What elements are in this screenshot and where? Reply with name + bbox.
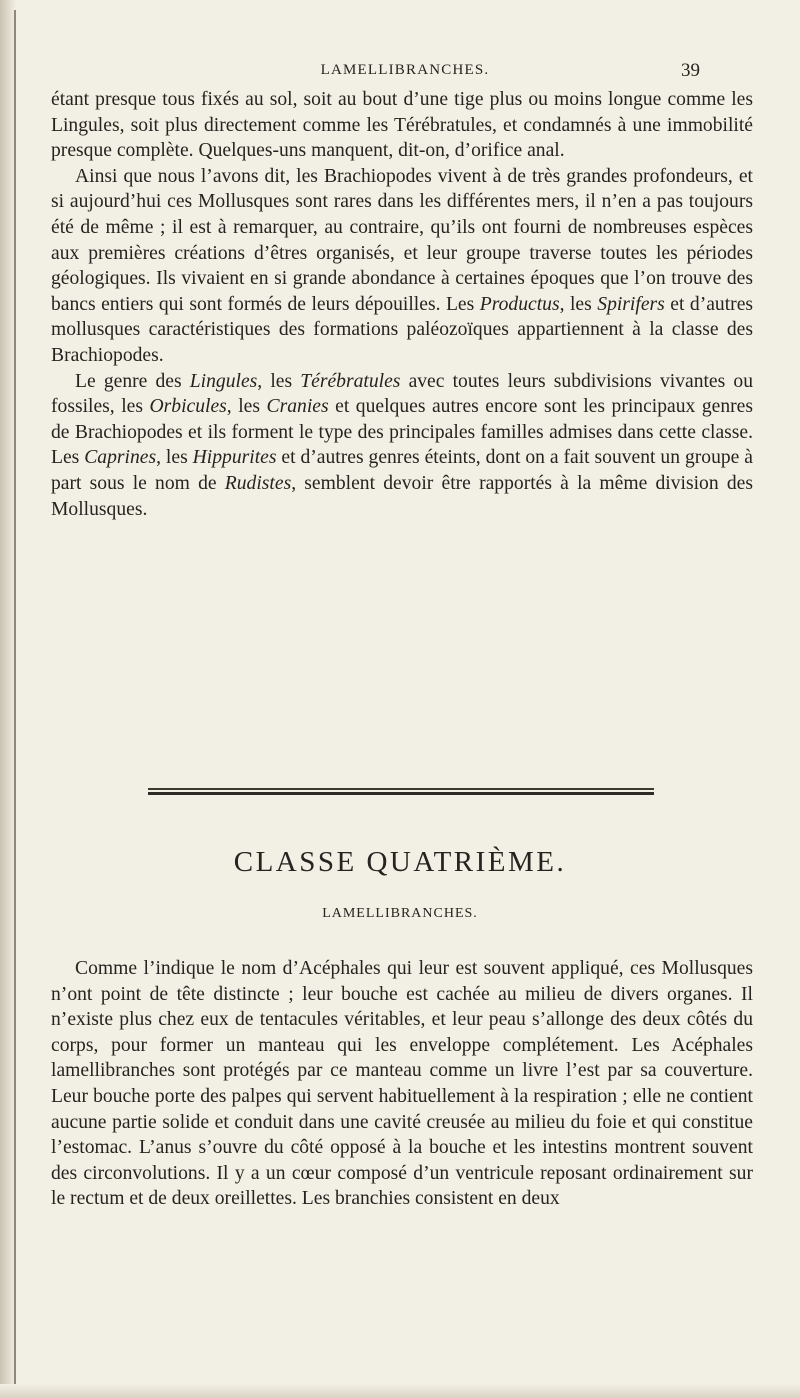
running-title: LAMELLIBRANCHES. <box>320 62 490 78</box>
genus-terebratules: Térébratules <box>300 370 401 392</box>
divider-thick-rule <box>148 792 654 795</box>
paragraph-brachiopodes-depth: Ainsi que nous l’avons dit, les Brachiopodes vivent à de très grandes profondeurs, et si aujourd’hui ces Mollusques sont rares dans les différentes mers, il n’en a pas toujours été de même ; il est à remarquer, au contraire, qu’ils ont fourni de nombreuses espèces aux premières créations d’êtres organisés, et leur groupe traverse toutes les périodes géologiques. Ils vivaient en si grande abondance à certaines époques que l’on trouve des bancs entiers qui sont formés de leurs dépouilles. Les Productus, les Spirifers et d’autres mollusques caractéristiques des formations paléozoïques appartiennent à la classe des Brachiopodes. <box>51 165 754 366</box>
running-head <box>110 62 700 86</box>
genus-cranies: Cranies <box>266 396 329 418</box>
genus-lingules: Lingules <box>189 370 258 392</box>
divider-thin-rule <box>148 788 654 790</box>
paragraph-genera: Le genre des Lingules, les Térébratules avec toutes leurs subdivisions vivantes ou fossiles, les Orbicules, les Cranies et quelques autres encore sont les principaux genres de Brachiopodes et ils forment le type des principales familles admises dans cette classe. Les Caprines, les Hippurites et d’autres genres éteints, dont on a fait souvent un groupe à part sous le nom de Rudistes, semblent devoir être rapportés à la même division des Mollusques. <box>51 370 754 520</box>
page-bottom-edge <box>0 1384 800 1398</box>
lower-text-block <box>51 956 753 1212</box>
upper-text-block <box>51 87 753 522</box>
genus-productus: Productus <box>479 293 560 315</box>
section-divider <box>148 788 654 796</box>
page-number: 39 <box>681 60 700 81</box>
binding-line <box>14 10 16 1388</box>
genus-hippurites: Hippurites <box>192 447 277 469</box>
section-subtitle: LAMELLIBRANCHES. <box>322 906 478 921</box>
genus-orbicules: Orbicules <box>149 396 227 418</box>
group-rudistes: Rudistes <box>224 472 292 494</box>
paragraph-continuation: étant presque tous fixés au sol, soit au bout d’une tige plus ou moins longue comme les Lingules, soit plus directement comme les Térébratules, et condamnés à une immobilité presque complète. Quelques-uns manquent, dit-on, d’orifice anal. <box>51 89 753 162</box>
section-title: CLASSE QUATRIÈME. <box>233 846 567 878</box>
genus-spirifers: Spirifers <box>597 293 665 315</box>
paragraph-lamellibranches: Comme l’indique le nom d’Acéphales qui leur est souvent appliqué, ces Mollusques n’ont point de tête distincte ; leur bouche est cachée au milieu de divers organes. Il n’existe plus chez eux de tentacules véritables, et leur peau s’allonge des deux côtés du corps, pour former un manteau qui les enveloppe complétement. Les Acéphales lamellibranches sont protégés par ce manteau comme un livre l’est par sa couverture. Leur bouche porte des palpes qui servent habituellement à la respiration ; elle ne contient aucune partie solide et conduit dans une cavité creusée au milieu du foie et qui constitue l’estomac. L’anus s’ouvre du côté opposé à la bouche et les intestins montrent souvent des circonvolutions. Il y a un cœur composé d’un ventricule reposant ordinairement sur le rectum et de deux oreillettes. Les branchies consistent en deux <box>51 958 753 1210</box>
genus-caprines: Caprines <box>84 447 157 469</box>
